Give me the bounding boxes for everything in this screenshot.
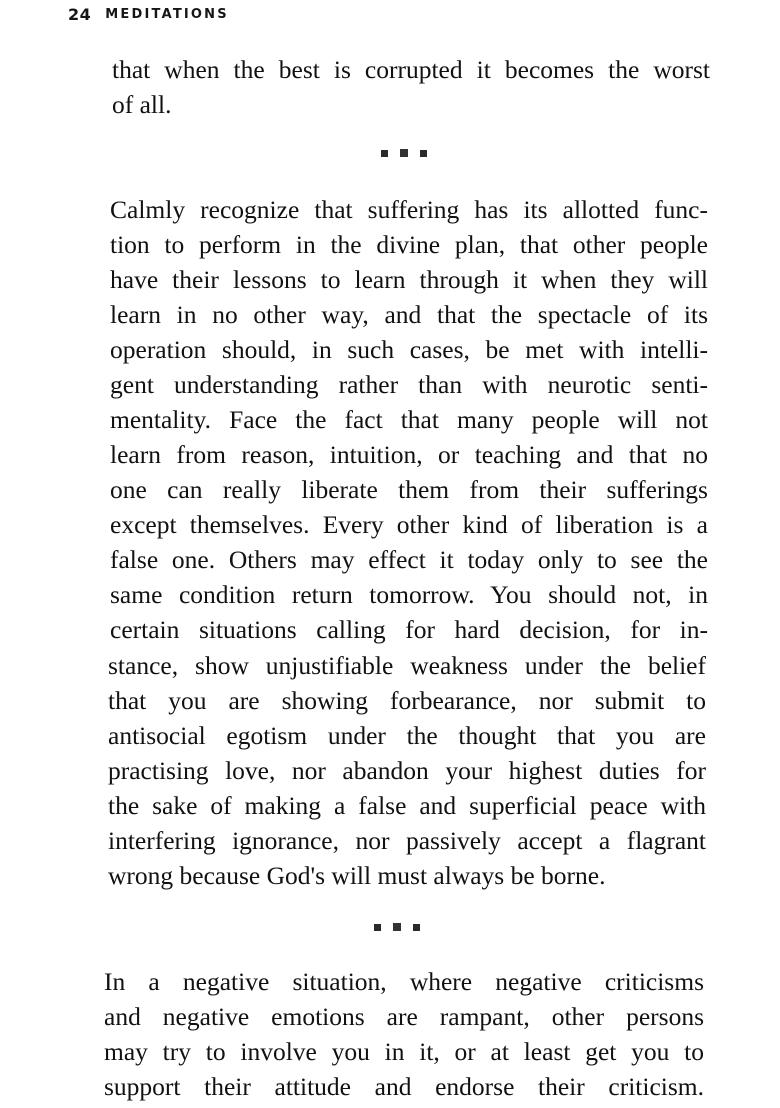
text-line: wrong because God's will must always be borne. — [108, 861, 606, 890]
text-line: operation should, in such cases, be met with intelli- — [110, 335, 708, 364]
text-line: interfering ignorance, nor passively accept a flagrant — [108, 826, 706, 855]
text-line: that you are showing forbearance, nor submit to — [108, 686, 706, 715]
text-line: certain situations calling for hard decision, for in- — [110, 615, 708, 644]
text-line: one can really liberate them from their sufferings — [110, 475, 708, 504]
text-line: except themselves. Every other kind of liberation is a — [110, 510, 708, 539]
text-line: may try to involve you in it, or at least get you to — [104, 1037, 704, 1066]
ornament-square-icon — [420, 150, 427, 157]
text-line: learn from reason, intuition, or teaching and that no — [110, 440, 708, 469]
text-line: mentality. Face the fact that many people will not — [110, 405, 708, 434]
text-line: gent understanding rather than with neurotic senti- — [110, 370, 708, 399]
text-line: Calmly recognize that suffering has its allotted func- — [110, 195, 708, 224]
text-line: of all. — [112, 90, 172, 119]
running-title: MEDITATIONS — [105, 6, 229, 22]
text-line: same condition return tomorrow. You should not, in — [110, 580, 708, 609]
text-line: learn in no other way, and that the spectacle of its — [110, 300, 708, 329]
text-line: antisocial egotism under the thought that you are — [108, 721, 706, 750]
text-line: that when the best is corrupted it becomes the worst — [112, 55, 710, 84]
running-head — [68, 2, 229, 26]
text-line: practising love, nor abandon your highest duties for — [108, 756, 706, 785]
text-line: In a negative situation, where negative criticisms — [104, 967, 704, 996]
text-line: false one. Others may effect it today only to see the — [110, 545, 708, 574]
page-number: 24 — [68, 4, 92, 24]
section-break-ornament — [374, 922, 420, 932]
text-line: support their attitude and endorse their criticism. — [104, 1072, 704, 1101]
ornament-square-icon — [413, 924, 420, 931]
text-line: the sake of making a false and superficial peace with — [108, 791, 706, 820]
section-break-ornament — [381, 148, 427, 158]
text-line: tion to perform in the divine plan, that other people — [110, 230, 708, 259]
text-line: and negative emotions are rampant, other persons — [104, 1002, 704, 1031]
ornament-square-icon — [374, 924, 381, 931]
ornament-square-icon — [400, 149, 408, 157]
ornament-square-icon — [393, 923, 401, 931]
ornament-square-icon — [381, 150, 388, 157]
text-line: have their lessons to learn through it when they will — [110, 265, 708, 294]
text-line: stance, show unjustifiable weakness under the belief — [108, 651, 706, 680]
